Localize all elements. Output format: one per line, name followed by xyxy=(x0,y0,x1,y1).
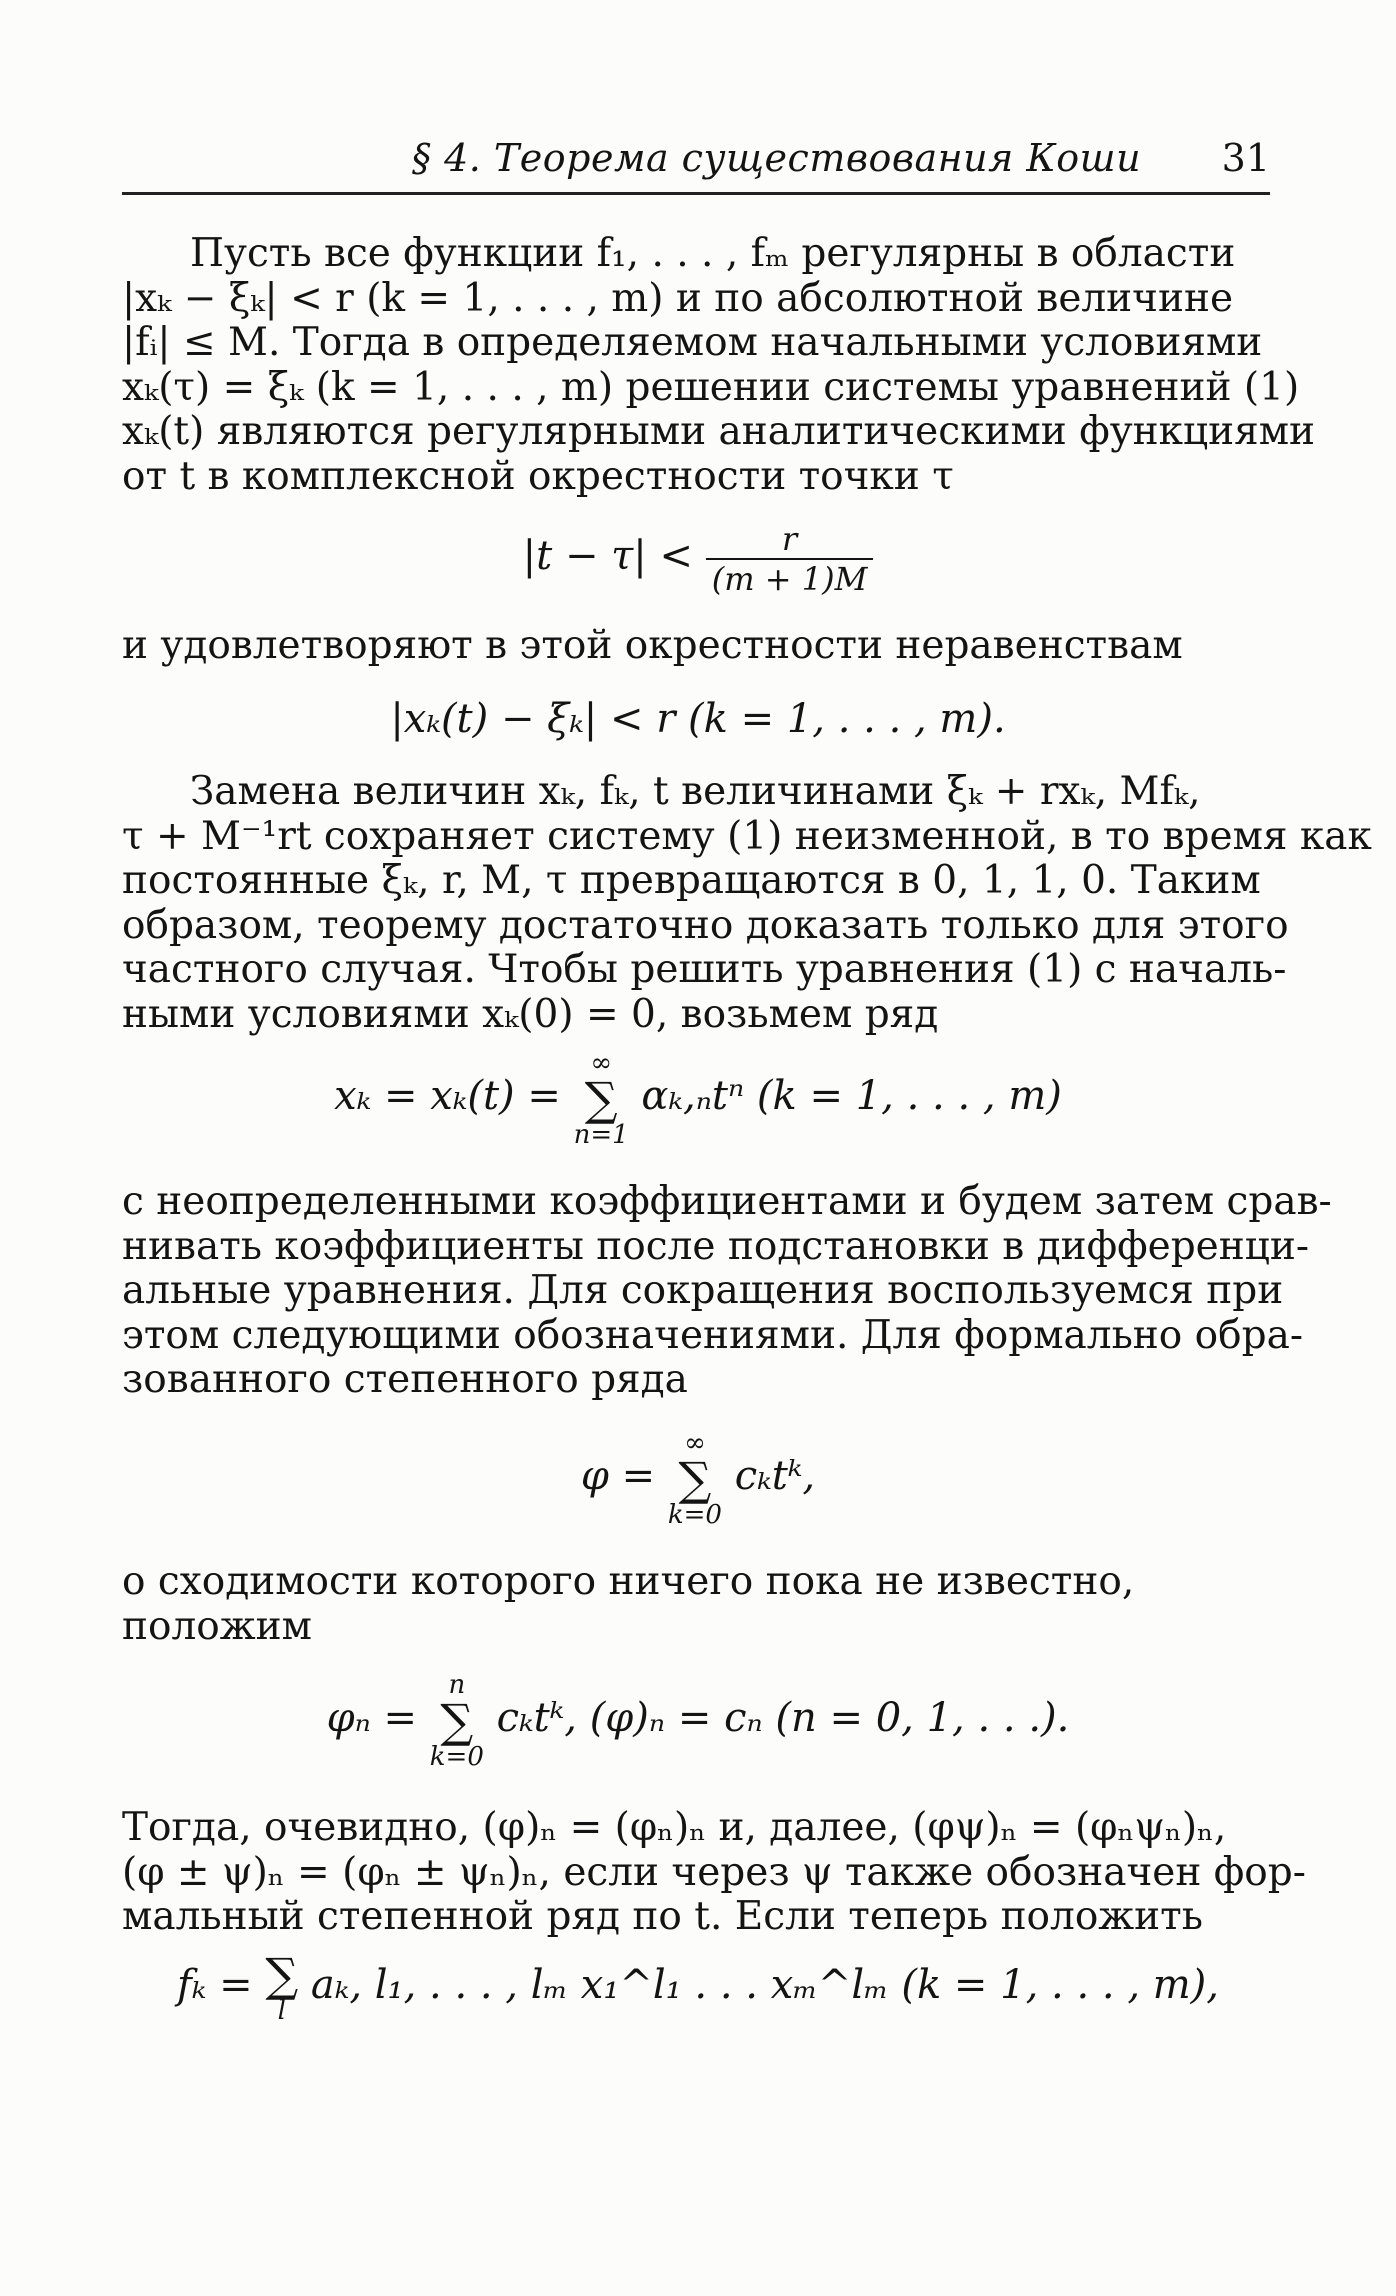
running-header xyxy=(122,136,1270,195)
sum-sign: ∑ xyxy=(678,1452,712,1506)
formula-series-phi xyxy=(0,1430,1396,1528)
paragraph-5 xyxy=(122,1560,1270,1649)
text-line: |xₖ − ξₖ| < r (k = 1, . . . , m) и по абсолютной величине xyxy=(122,275,1234,321)
text-line: нивать коэффициенты после подстановки в дифференци- xyxy=(122,1223,1310,1269)
text-line: Пусть все функции f₁, . . . , fₘ регулярны в области xyxy=(190,231,1236,276)
fraction-denominator: (m + 1)M xyxy=(711,560,868,598)
text-line: Замена величин xₖ, fₖ, t величинами ξₖ + rxₖ, Mfₖ, xyxy=(190,769,1201,814)
text-line: о сходимости которого ничего пока не известно, xyxy=(122,1559,1135,1604)
sum-upper-limit: n xyxy=(448,1670,466,1700)
text-line: мальный степенной ряд по t. Если теперь положить xyxy=(122,1894,1203,1940)
paragraph-2 xyxy=(122,624,1270,669)
summation xyxy=(668,1430,722,1528)
text-line: постоянные ξₖ, r, M, τ превращаются в 0, 1, 1, 0. Таким xyxy=(122,858,1261,904)
sum-lower-limit: l xyxy=(277,1996,286,2026)
formula-inequality xyxy=(0,696,1396,742)
text-line: этом следующими обозначениями. Для формально обра- xyxy=(122,1312,1304,1358)
paragraph-3 xyxy=(122,769,1372,1038)
formula-right: cₖtᵏ, (φ)ₙ = cₙ (n = 0, 1, . . .). xyxy=(496,1695,1070,1741)
formula-neighborhood xyxy=(0,520,1396,598)
formula-partial-sum xyxy=(0,1672,1396,1770)
sum-lower-limit: k=0 xyxy=(667,1500,722,1530)
summation xyxy=(574,1050,629,1148)
text-line: τ + M⁻¹rt сохраняет систему (1) неизменной, в то время как xyxy=(122,813,1372,859)
text-line: зованного степенного ряда xyxy=(122,1357,688,1403)
sum-upper-limit: ∞ xyxy=(590,1048,612,1078)
paragraph-4 xyxy=(122,1179,1332,1403)
formula-right: aₖ, l₁, . . . , lₘ x₁^l₁ . . . xₘ^lₘ (k = 1, . . . , m), xyxy=(310,1962,1219,2008)
sum-sign: ∑ xyxy=(584,1072,618,1126)
text-line: xₖ(t) являются регулярными аналитическими функциями xyxy=(122,409,1316,455)
summation xyxy=(430,1672,484,1770)
text-line: образом, теорему достаточно доказать только для этого xyxy=(122,902,1289,948)
text-line: ными условиями xₖ(0) = 0, возьмем ряд xyxy=(122,991,939,1037)
page-number: 31 xyxy=(1221,136,1270,180)
formula-left: fₖ = xyxy=(176,1962,253,2008)
formula-left: |t − τ| < xyxy=(522,533,694,579)
sum-sign: ∑ xyxy=(265,1948,299,2002)
text-line: альные уравнения. Для сокращения воспользуемся при xyxy=(122,1268,1284,1314)
sum-lower-limit: k=0 xyxy=(429,1742,484,1772)
text-line: от t в комплексной окрестности точки τ xyxy=(122,453,954,499)
formula-left: φₙ = xyxy=(326,1695,418,1741)
sum-lower-limit: n=1 xyxy=(573,1120,629,1150)
section-title: § 4. Теорема существования Коши xyxy=(412,136,1142,180)
sum-sign: ∑ xyxy=(440,1694,474,1748)
formula-left: φ = xyxy=(580,1453,656,1499)
text-line: с неопределенными коэффициентами и будем затем срав- xyxy=(122,1179,1332,1224)
fraction-numerator: r xyxy=(706,520,874,560)
formula-left: xₖ = xₖ(t) = xyxy=(334,1073,561,1119)
text-line: и удовлетворяют в этой окрестности неравенствам xyxy=(122,623,1183,668)
formula-right: αₖ,ₙtⁿ (k = 1, . . . , m) xyxy=(641,1073,1062,1119)
text-line: Тогда, очевидно, (φ)ₙ = (φₙ)ₙ и, далее, (φψ)ₙ = (φₙψₙ)ₙ, xyxy=(122,1805,1227,1850)
text-line: |fᵢ| ≤ M. Тогда в определяемом начальными условиями xyxy=(122,320,1263,366)
paragraph-1 xyxy=(122,231,1316,500)
fraction xyxy=(706,520,874,598)
formula-right: cₖtᵏ, xyxy=(734,1453,816,1499)
formula-series-xk xyxy=(0,1050,1396,1148)
paragraph-6 xyxy=(122,1805,1306,1940)
formula-fk-series xyxy=(0,1948,1396,2026)
text-line: положим xyxy=(122,1603,312,1649)
summation xyxy=(265,1948,299,2026)
text-line: xₖ(τ) = ξₖ (k = 1, . . . , m) решении системы уравнений (1) xyxy=(122,364,1300,410)
sum-upper-limit: ∞ xyxy=(684,1428,706,1458)
text-line: частного случая. Чтобы решить уравнения (1) с началь- xyxy=(122,947,1287,993)
formula-text: |xₖ(t) − ξₖ| < r (k = 1, . . . , m). xyxy=(390,696,1006,742)
text-line: (φ ± ψ)ₙ = (φₙ ± ψₙ)ₙ, если через ψ также обозначен фор- xyxy=(122,1849,1306,1895)
